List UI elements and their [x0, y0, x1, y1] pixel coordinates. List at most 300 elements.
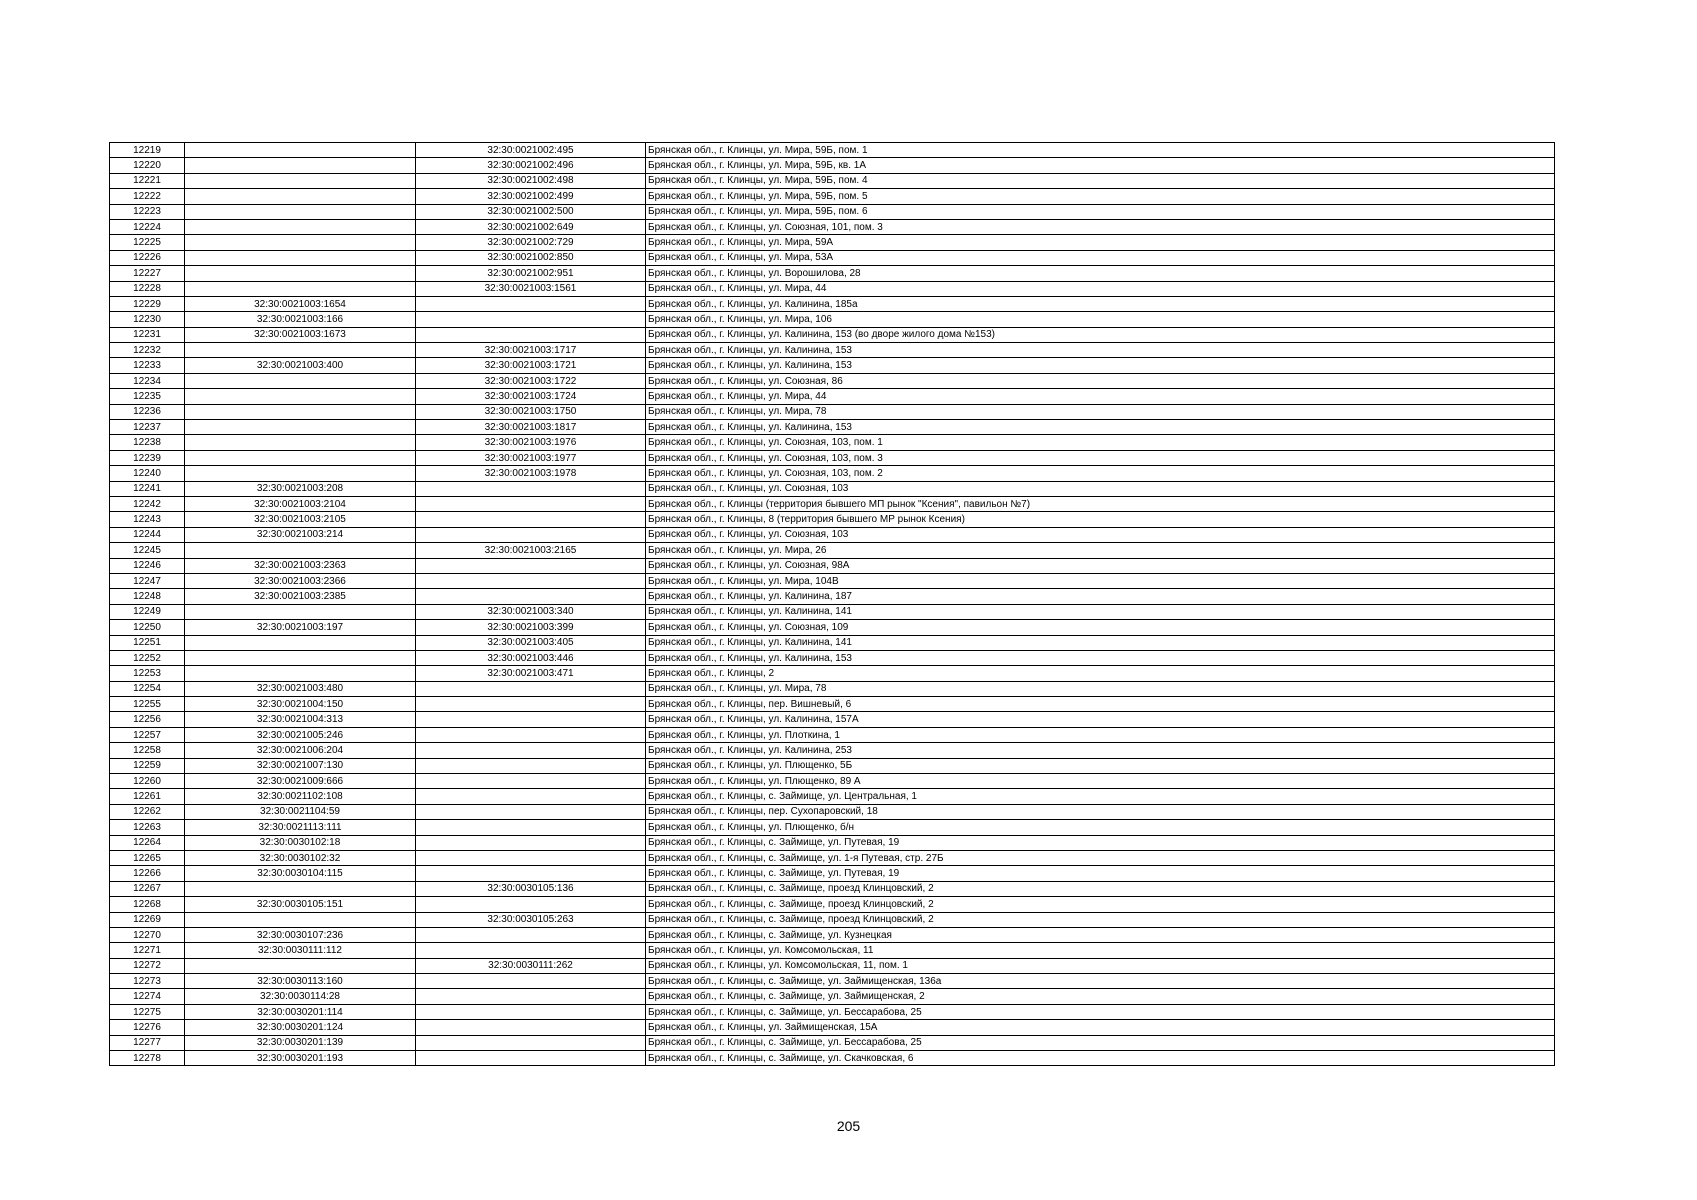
row-number-cell: 12231 [110, 327, 185, 342]
row-number-cell: 12268 [110, 897, 185, 912]
row-number-cell: 12240 [110, 466, 185, 481]
address-cell: Брянская обл., г. Клинцы, ул. Мира, 106 [646, 312, 1555, 327]
table-row [110, 989, 1555, 1004]
object-cadastral-number-cell: 32:30:0021003:399 [416, 620, 646, 635]
row-number-cell: 12241 [110, 481, 185, 496]
object-cadastral-number-cell [416, 1051, 646, 1066]
land-cadastral-number-cell [185, 435, 416, 450]
table-row [110, 743, 1555, 758]
address-cell: Брянская обл., г. Клинцы, 2 [646, 666, 1555, 681]
land-cadastral-number-cell [185, 666, 416, 681]
address-cell: Брянская обл., г. Клинцы, ул. Мира, 59Б, кв. 1А [646, 158, 1555, 173]
object-cadastral-number-cell [416, 943, 646, 958]
object-cadastral-number-cell [416, 296, 646, 311]
table-row [110, 420, 1555, 435]
object-cadastral-number-cell: 32:30:0021002:850 [416, 250, 646, 265]
table-row [110, 281, 1555, 296]
land-cadastral-number-cell: 32:30:0021003:214 [185, 527, 416, 542]
table-row [110, 512, 1555, 527]
address-cell: Брянская обл., г. Клинцы, ул. Калинина, 153 [646, 650, 1555, 665]
object-cadastral-number-cell: 32:30:0021002:729 [416, 235, 646, 250]
table-row [110, 312, 1555, 327]
table-row [110, 327, 1555, 342]
object-cadastral-number-cell: 32:30:0021003:1750 [416, 404, 646, 419]
object-cadastral-number-cell [416, 527, 646, 542]
table-row [110, 666, 1555, 681]
object-cadastral-number-cell: 32:30:0030105:136 [416, 881, 646, 896]
land-cadastral-number-cell: 32:30:0021102:108 [185, 789, 416, 804]
land-cadastral-number-cell [185, 189, 416, 204]
address-cell: Брянская обл., г. Клинцы, ул. Мира, 78 [646, 404, 1555, 419]
object-cadastral-number-cell [416, 927, 646, 942]
row-number-cell: 12260 [110, 774, 185, 789]
table-row [110, 712, 1555, 727]
land-cadastral-number-cell: 32:30:0021006:204 [185, 743, 416, 758]
table-row [110, 250, 1555, 265]
table-row [110, 296, 1555, 311]
row-number-cell: 12229 [110, 296, 185, 311]
object-cadastral-number-cell [416, 835, 646, 850]
land-cadastral-number-cell [185, 219, 416, 234]
row-number-cell: 12247 [110, 573, 185, 588]
object-cadastral-number-cell: 32:30:0021003:446 [416, 650, 646, 665]
address-cell: Брянская обл., г. Клинцы, ул. Ворошилова, 28 [646, 266, 1555, 281]
object-cadastral-number-cell [416, 897, 646, 912]
land-cadastral-number-cell [185, 266, 416, 281]
land-cadastral-number-cell [185, 650, 416, 665]
object-cadastral-number-cell [416, 1020, 646, 1035]
object-cadastral-number-cell [416, 312, 646, 327]
row-number-cell: 12256 [110, 712, 185, 727]
row-number-cell: 12237 [110, 420, 185, 435]
address-cell: Брянская обл., г. Клинцы, ул. Мира, 59А [646, 235, 1555, 250]
table-row [110, 481, 1555, 496]
row-number-cell: 12264 [110, 835, 185, 850]
row-number-cell: 12278 [110, 1051, 185, 1066]
address-cell: Брянская обл., г. Клинцы, ул. Калинина, 153 [646, 343, 1555, 358]
object-cadastral-number-cell [416, 558, 646, 573]
land-cadastral-number-cell: 32:30:0021003:2105 [185, 512, 416, 527]
row-number-cell: 12233 [110, 358, 185, 373]
row-number-cell: 12223 [110, 204, 185, 219]
row-number-cell: 12225 [110, 235, 185, 250]
table-row [110, 235, 1555, 250]
table-row [110, 589, 1555, 604]
address-cell: Брянская обл., г. Клинцы, с. Займище, ул. Путевая, 19 [646, 835, 1555, 850]
row-number-cell: 12269 [110, 912, 185, 927]
address-cell: Брянская обл., г. Клинцы, ул. Союзная, 109 [646, 620, 1555, 635]
row-number-cell: 12226 [110, 250, 185, 265]
address-cell: Брянская обл., г. Клинцы, с. Займище, ул. 1-я Путевая, стр. 27Б [646, 850, 1555, 865]
address-cell: Брянская обл., г. Клинцы, с. Займище, ул. Бессарабова, 25 [646, 1035, 1555, 1050]
table-row [110, 496, 1555, 511]
table-row [110, 189, 1555, 204]
address-cell: Брянская обл., г. Клинцы, ул. Калинина, 153 [646, 420, 1555, 435]
table-row [110, 820, 1555, 835]
table-row [110, 404, 1555, 419]
table-row [110, 774, 1555, 789]
address-cell: Брянская обл., г. Клинцы, ул. Союзная, 103 [646, 527, 1555, 542]
object-cadastral-number-cell [416, 804, 646, 819]
row-number-cell: 12273 [110, 974, 185, 989]
address-cell: Брянская обл., г. Клинцы, 8 (территория бывшего МР рынок Ксения) [646, 512, 1555, 527]
row-number-cell: 12232 [110, 343, 185, 358]
row-number-cell: 12243 [110, 512, 185, 527]
table-row [110, 573, 1555, 588]
land-cadastral-number-cell [185, 543, 416, 558]
object-cadastral-number-cell [416, 774, 646, 789]
address-cell: Брянская обл., г. Клинцы, ул. Мира, 44 [646, 389, 1555, 404]
land-cadastral-number-cell: 32:30:0021003:2363 [185, 558, 416, 573]
land-cadastral-number-cell: 32:30:0021003:1673 [185, 327, 416, 342]
object-cadastral-number-cell: 32:30:0021002:498 [416, 173, 646, 188]
table-row [110, 804, 1555, 819]
land-cadastral-number-cell: 32:30:0021009:666 [185, 774, 416, 789]
row-number-cell: 12267 [110, 881, 185, 896]
object-cadastral-number-cell: 32:30:0021003:1717 [416, 343, 646, 358]
address-cell: Брянская обл., г. Клинцы, ул. Мира, 59Б, пом. 6 [646, 204, 1555, 219]
object-cadastral-number-cell [416, 974, 646, 989]
land-cadastral-number-cell: 32:30:0021003:208 [185, 481, 416, 496]
address-cell: Брянская обл., г. Клинцы, ул. Союзная, 103 [646, 481, 1555, 496]
address-cell: Брянская обл., г. Клинцы, ул. Мира, 104В [646, 573, 1555, 588]
address-cell: Брянская обл., г. Клинцы, ул. Калинина, 157А [646, 712, 1555, 727]
land-cadastral-number-cell: 32:30:0030114:28 [185, 989, 416, 1004]
row-number-cell: 12254 [110, 681, 185, 696]
land-cadastral-number-cell [185, 173, 416, 188]
row-number-cell: 12270 [110, 927, 185, 942]
object-cadastral-number-cell: 32:30:0030105:263 [416, 912, 646, 927]
address-cell: Брянская обл., г. Клинцы, ул. Комсомольская, 11 [646, 943, 1555, 958]
table-row [110, 450, 1555, 465]
row-number-cell: 12246 [110, 558, 185, 573]
land-cadastral-number-cell: 32:30:0021104:59 [185, 804, 416, 819]
table-row [110, 219, 1555, 234]
land-cadastral-number-cell [185, 235, 416, 250]
land-cadastral-number-cell: 32:30:0030113:160 [185, 974, 416, 989]
address-cell: Брянская обл., г. Клинцы, ул. Союзная, 101, пом. 3 [646, 219, 1555, 234]
table-row [110, 727, 1555, 742]
object-cadastral-number-cell: 32:30:0021003:1721 [416, 358, 646, 373]
row-number-cell: 12244 [110, 527, 185, 542]
address-cell: Брянская обл., г. Клинцы, ул. Мира, 59Б, пом. 4 [646, 173, 1555, 188]
land-cadastral-number-cell: 32:30:0030102:18 [185, 835, 416, 850]
land-cadastral-number-cell: 32:30:0021003:166 [185, 312, 416, 327]
land-cadastral-number-cell: 32:30:0030201:193 [185, 1051, 416, 1066]
object-cadastral-number-cell: 32:30:0021003:1976 [416, 435, 646, 450]
page-number: 205 [836, 1118, 861, 1134]
object-cadastral-number-cell [416, 789, 646, 804]
address-cell: Брянская обл., г. Клинцы, ул. Калинина, 141 [646, 635, 1555, 650]
table-row [110, 204, 1555, 219]
object-cadastral-number-cell: 32:30:0021003:405 [416, 635, 646, 650]
row-number-cell: 12221 [110, 173, 185, 188]
address-cell: Брянская обл., г. Клинцы, ул. Калинина, 153 [646, 358, 1555, 373]
object-cadastral-number-cell: 32:30:0021002:495 [416, 143, 646, 158]
address-cell: Брянская обл., г. Клинцы, ул. Займищенская, 15А [646, 1020, 1555, 1035]
table-row [110, 958, 1555, 973]
address-cell: Брянская обл., г. Клинцы (территория бывшего МП рынок "Ксения", павильон №7) [646, 496, 1555, 511]
object-cadastral-number-cell [416, 681, 646, 696]
land-cadastral-number-cell: 32:30:0030201:114 [185, 1004, 416, 1019]
object-cadastral-number-cell: 32:30:0021002:951 [416, 266, 646, 281]
object-cadastral-number-cell: 32:30:0021002:649 [416, 219, 646, 234]
address-cell: Брянская обл., г. Клинцы, с. Займище, ул. Бессарабова, 25 [646, 1004, 1555, 1019]
row-number-cell: 12238 [110, 435, 185, 450]
land-cadastral-number-cell: 32:30:0021003:2104 [185, 496, 416, 511]
address-cell: Брянская обл., г. Клинцы, ул. Мира, 53А [646, 250, 1555, 265]
object-cadastral-number-cell: 32:30:0021002:499 [416, 189, 646, 204]
object-cadastral-number-cell [416, 327, 646, 342]
land-cadastral-number-cell [185, 373, 416, 388]
row-number-cell: 12271 [110, 943, 185, 958]
address-cell: Брянская обл., г. Клинцы, пер. Вишневый, 6 [646, 697, 1555, 712]
row-number-cell: 12276 [110, 1020, 185, 1035]
row-number-cell: 12235 [110, 389, 185, 404]
object-cadastral-number-cell [416, 712, 646, 727]
table-row [110, 143, 1555, 158]
row-number-cell: 12245 [110, 543, 185, 558]
table-row [110, 835, 1555, 850]
row-number-cell: 12261 [110, 789, 185, 804]
object-cadastral-number-cell [416, 989, 646, 1004]
land-cadastral-number-cell: 32:30:0021004:150 [185, 697, 416, 712]
table-row [110, 158, 1555, 173]
table-row [110, 943, 1555, 958]
row-number-cell: 12239 [110, 450, 185, 465]
land-cadastral-number-cell [185, 404, 416, 419]
address-cell: Брянская обл., г. Клинцы, с. Займище, ул. Скачковская, 6 [646, 1051, 1555, 1066]
row-number-cell: 12224 [110, 219, 185, 234]
land-cadastral-number-cell: 32:30:0021003:197 [185, 620, 416, 635]
table-row [110, 358, 1555, 373]
row-number-cell: 12263 [110, 820, 185, 835]
land-cadastral-number-cell: 32:30:0030107:236 [185, 927, 416, 942]
address-cell: Брянская обл., г. Клинцы, с. Займище, проезд Клинцовский, 2 [646, 881, 1555, 896]
address-cell: Брянская обл., г. Клинцы, ул. Плющенко, 5Б [646, 758, 1555, 773]
table-row [110, 604, 1555, 619]
row-number-cell: 12262 [110, 804, 185, 819]
row-number-cell: 12228 [110, 281, 185, 296]
address-cell: Брянская обл., г. Клинцы, ул. Плющенко, 89 А [646, 774, 1555, 789]
address-cell: Брянская обл., г. Клинцы, ул. Мира, 26 [646, 543, 1555, 558]
land-cadastral-number-cell: 32:30:0030105:151 [185, 897, 416, 912]
object-cadastral-number-cell [416, 850, 646, 865]
address-cell: Брянская обл., г. Клинцы, ул. Союзная, 98А [646, 558, 1555, 573]
object-cadastral-number-cell [416, 1035, 646, 1050]
table-row [110, 173, 1555, 188]
row-number-cell: 12275 [110, 1004, 185, 1019]
land-cadastral-number-cell: 32:30:0030104:115 [185, 866, 416, 881]
address-cell: Брянская обл., г. Клинцы, ул. Мира, 44 [646, 281, 1555, 296]
object-cadastral-number-cell: 32:30:0021002:496 [416, 158, 646, 173]
land-cadastral-number-cell: 32:30:0030102:32 [185, 850, 416, 865]
table-row [110, 974, 1555, 989]
table-row [110, 927, 1555, 942]
row-number-cell: 12255 [110, 697, 185, 712]
object-cadastral-number-cell [416, 589, 646, 604]
row-number-cell: 12277 [110, 1035, 185, 1050]
land-cadastral-number-cell [185, 604, 416, 619]
table-row [110, 620, 1555, 635]
land-cadastral-number-cell [185, 912, 416, 927]
table-row [110, 266, 1555, 281]
address-cell: Брянская обл., г. Клинцы, с. Займище, ул. Путевая, 19 [646, 866, 1555, 881]
table-row [110, 527, 1555, 542]
land-cadastral-number-cell [185, 958, 416, 973]
land-cadastral-number-cell [185, 466, 416, 481]
table-row [110, 697, 1555, 712]
land-cadastral-number-cell: 32:30:0021004:313 [185, 712, 416, 727]
object-cadastral-number-cell [416, 758, 646, 773]
address-cell: Брянская обл., г. Клинцы, ул. Калинина, 253 [646, 743, 1555, 758]
table-row [110, 1051, 1555, 1066]
row-number-cell: 12222 [110, 189, 185, 204]
land-cadastral-number-cell [185, 881, 416, 896]
row-number-cell: 12252 [110, 650, 185, 665]
row-number-cell: 12234 [110, 373, 185, 388]
land-cadastral-number-cell: 32:30:0021003:480 [185, 681, 416, 696]
row-number-cell: 12259 [110, 758, 185, 773]
land-cadastral-number-cell [185, 143, 416, 158]
object-cadastral-number-cell [416, 496, 646, 511]
object-cadastral-number-cell: 32:30:0021003:1978 [416, 466, 646, 481]
table-row [110, 1004, 1555, 1019]
row-number-cell: 12251 [110, 635, 185, 650]
object-cadastral-number-cell [416, 820, 646, 835]
table-row [110, 1020, 1555, 1035]
row-number-cell: 12249 [110, 604, 185, 619]
land-cadastral-number-cell: 32:30:0030111:112 [185, 943, 416, 958]
object-cadastral-number-cell [416, 573, 646, 588]
row-number-cell: 12250 [110, 620, 185, 635]
row-number-cell: 12227 [110, 266, 185, 281]
object-cadastral-number-cell [416, 697, 646, 712]
object-cadastral-number-cell: 32:30:0021003:1977 [416, 450, 646, 465]
table-row [110, 912, 1555, 927]
table-row [110, 758, 1555, 773]
object-cadastral-number-cell: 32:30:0021003:1817 [416, 420, 646, 435]
address-cell: Брянская обл., г. Клинцы, ул. Калинина, 187 [646, 589, 1555, 604]
row-number-cell: 12257 [110, 727, 185, 742]
address-cell: Брянская обл., г. Клинцы, ул. Калинина, 153 (во дворе жилого дома №153) [646, 327, 1555, 342]
table-row [110, 558, 1555, 573]
address-cell: Брянская обл., г. Клинцы, ул. Мира, 59Б, пом. 5 [646, 189, 1555, 204]
row-number-cell: 12265 [110, 850, 185, 865]
address-cell: Брянская обл., г. Клинцы, ул. Калинина, 141 [646, 604, 1555, 619]
land-cadastral-number-cell [185, 389, 416, 404]
object-cadastral-number-cell [416, 1004, 646, 1019]
address-cell: Брянская обл., г. Клинцы, с. Займище, ул. Кузнецкая [646, 927, 1555, 942]
land-cadastral-number-cell [185, 343, 416, 358]
object-cadastral-number-cell: 32:30:0021002:500 [416, 204, 646, 219]
table-row [110, 466, 1555, 481]
object-cadastral-number-cell [416, 866, 646, 881]
table-row [110, 1035, 1555, 1050]
address-cell: Брянская обл., г. Клинцы, ул. Плоткина, 1 [646, 727, 1555, 742]
table-row [110, 881, 1555, 896]
table-row [110, 435, 1555, 450]
object-cadastral-number-cell: 32:30:0021003:1724 [416, 389, 646, 404]
land-cadastral-number-cell: 32:30:0021003:1654 [185, 296, 416, 311]
address-cell: Брянская обл., г. Клинцы, ул. Мира, 59Б, пом. 1 [646, 143, 1555, 158]
table-row [110, 389, 1555, 404]
row-number-cell: 12219 [110, 143, 185, 158]
object-cadastral-number-cell [416, 727, 646, 742]
land-cadastral-number-cell: 32:30:0030201:124 [185, 1020, 416, 1035]
land-cadastral-number-cell: 32:30:0021007:130 [185, 758, 416, 773]
object-cadastral-number-cell [416, 481, 646, 496]
registry-table [109, 142, 1555, 1066]
object-cadastral-number-cell: 32:30:0021003:471 [416, 666, 646, 681]
object-cadastral-number-cell: 32:30:0021003:1561 [416, 281, 646, 296]
address-cell: Брянская обл., г. Клинцы, ул. Калинина, 185а [646, 296, 1555, 311]
row-number-cell: 12248 [110, 589, 185, 604]
row-number-cell: 12274 [110, 989, 185, 1004]
row-number-cell: 12258 [110, 743, 185, 758]
registry-table-body [110, 143, 1555, 1066]
table-row [110, 650, 1555, 665]
row-number-cell: 12242 [110, 496, 185, 511]
land-cadastral-number-cell [185, 420, 416, 435]
land-cadastral-number-cell: 32:30:0021005:246 [185, 727, 416, 742]
table-row [110, 681, 1555, 696]
object-cadastral-number-cell: 32:30:0030111:262 [416, 958, 646, 973]
table-row [110, 850, 1555, 865]
object-cadastral-number-cell [416, 743, 646, 758]
address-cell: Брянская обл., г. Клинцы, ул. Комсомольская, 11, пом. 1 [646, 958, 1555, 973]
address-cell: Брянская обл., г. Клинцы, ул. Союзная, 103, пом. 2 [646, 466, 1555, 481]
row-number-cell: 12230 [110, 312, 185, 327]
address-cell: Брянская обл., г. Клинцы, ул. Плющенко, б/н [646, 820, 1555, 835]
land-cadastral-number-cell [185, 450, 416, 465]
table-row [110, 343, 1555, 358]
address-cell: Брянская обл., г. Клинцы, ул. Мира, 78 [646, 681, 1555, 696]
land-cadastral-number-cell [185, 635, 416, 650]
address-cell: Брянская обл., г. Клинцы, с. Займище, проезд Клинцовский, 2 [646, 912, 1555, 927]
row-number-cell: 12272 [110, 958, 185, 973]
address-cell: Брянская обл., г. Клинцы, с. Займище, ул. Займищенская, 2 [646, 989, 1555, 1004]
object-cadastral-number-cell [416, 512, 646, 527]
object-cadastral-number-cell: 32:30:0021003:1722 [416, 373, 646, 388]
object-cadastral-number-cell: 32:30:0021003:340 [416, 604, 646, 619]
address-cell: Брянская обл., г. Клинцы, с. Займище, проезд Клинцовский, 2 [646, 897, 1555, 912]
land-cadastral-number-cell: 32:30:0021113:111 [185, 820, 416, 835]
address-cell: Брянская обл., г. Клинцы, ул. Союзная, 103, пом. 1 [646, 435, 1555, 450]
address-cell: Брянская обл., г. Клинцы, с. Займище, ул. Займищенская, 136а [646, 974, 1555, 989]
land-cadastral-number-cell: 32:30:0030201:139 [185, 1035, 416, 1050]
row-number-cell: 12266 [110, 866, 185, 881]
row-number-cell: 12220 [110, 158, 185, 173]
table-row [110, 543, 1555, 558]
object-cadastral-number-cell: 32:30:0021003:2165 [416, 543, 646, 558]
address-cell: Брянская обл., г. Клинцы, с. Займище, ул. Центральная, 1 [646, 789, 1555, 804]
land-cadastral-number-cell: 32:30:0021003:2366 [185, 573, 416, 588]
row-number-cell: 12236 [110, 404, 185, 419]
table-row [110, 789, 1555, 804]
table-row [110, 866, 1555, 881]
table-row [110, 897, 1555, 912]
row-number-cell: 12253 [110, 666, 185, 681]
table-row [110, 635, 1555, 650]
table-row [110, 373, 1555, 388]
address-cell: Брянская обл., г. Клинцы, ул. Союзная, 103, пом. 3 [646, 450, 1555, 465]
land-cadastral-number-cell [185, 204, 416, 219]
address-cell: Брянская обл., г. Клинцы, пер. Сухопаровский, 18 [646, 804, 1555, 819]
land-cadastral-number-cell: 32:30:0021003:400 [185, 358, 416, 373]
land-cadastral-number-cell [185, 250, 416, 265]
land-cadastral-number-cell [185, 158, 416, 173]
